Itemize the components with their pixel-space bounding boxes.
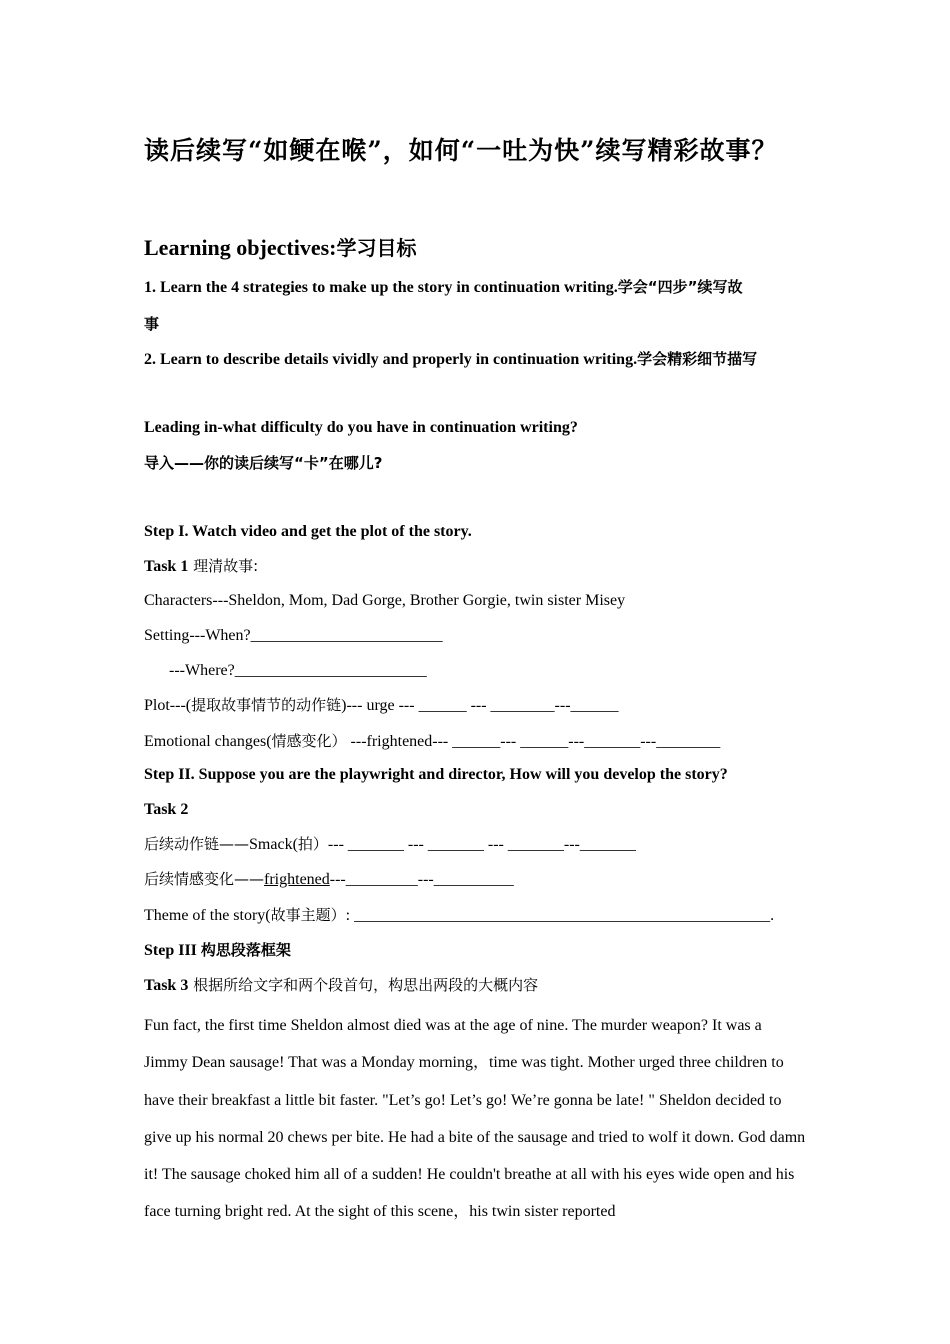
theme-prefix: Theme of the story(	[144, 907, 271, 924]
objective-1-en: 1. Learn the 4 strategies to make up the story in continuation writing.	[144, 279, 618, 296]
setting-where: ---Where?________________________	[169, 662, 427, 679]
emotion-chain-blanks: ---_________---__________	[329, 871, 514, 888]
emotion-chain-line	[144, 869, 514, 890]
setting-when: Setting---When?________________________	[144, 627, 443, 644]
leading-in-cn	[144, 453, 382, 474]
theme-blank: : ____________________________________________________.	[345, 907, 775, 924]
emotion-chain-word: frightened	[264, 871, 330, 888]
objectives-heading-en: Learning objectives:	[144, 235, 337, 260]
page-title: 读后续写“如鲠在喉”，如何“一吐为快”续写精彩故事？	[144, 136, 778, 165]
plot-line	[144, 695, 619, 716]
objectives-heading	[144, 232, 416, 261]
plot-cn: 提取故事情节的动作链	[191, 696, 342, 714]
action-chain-line	[144, 834, 636, 855]
emotional-changes-line	[144, 731, 720, 752]
step1-heading: Step I. Watch video and get the plot of the story.	[144, 523, 472, 540]
emotion-chain-cn: 后续情感变化——	[144, 870, 265, 888]
objective-2-cn: 学会精彩细节描写	[637, 350, 758, 368]
emotion-prefix: Emotional changes(	[144, 733, 272, 750]
action-chain-blanks: --- _______ --- _______ --- _______---_______	[327, 836, 636, 853]
objective-1-cont	[144, 314, 159, 335]
theme-line	[144, 905, 774, 926]
action-chain-cn: 后续动作链——	[144, 835, 250, 853]
step2-heading: Step II. Suppose you are the playwright and director, How will you develop the story?	[144, 766, 728, 783]
task2-label: Task 2	[144, 801, 189, 818]
emotion-cn: 情感变化）	[271, 732, 347, 750]
step3-heading-en: Step III	[144, 942, 201, 959]
task3-label-text: Task 3	[144, 977, 189, 994]
objective-2-en: 2. Learn to describe details vividly and properly in continuation writing.	[144, 351, 638, 368]
story-paragraph: Fun fact, the first time Sheldon almost died was at the age of nine. The murder weapon? It was a Jimmy Dean sausage! That was a Monday morning，time was tight. Mother urged three children to have their breakfast a little bit faster. "Let’s go! Let’s go! We’re gonna be late! " Sheldon decided to give up his normal 20 chews per bite. He had a bite of the sausage and tried to wolf it down. God damn it! The sausage choked him all of a sudden! He couldn't breathe at all with his eyes wide open and his face turning bright red. At the sight of this scene，his twin sister reported	[144, 1017, 806, 1221]
action-chain-cn2: 拍）	[297, 835, 328, 853]
emotion-chain: ---frightened--- ______--- ______---_______---________	[346, 733, 721, 750]
task1-label-text: Task 1	[144, 558, 189, 575]
objective-1-cn-cont: 事	[144, 315, 160, 333]
step3-heading	[144, 940, 291, 961]
theme-cn: 故事主题）	[270, 906, 346, 924]
objectives-heading-cn: 学习目标	[336, 236, 417, 260]
plot-prefix: Plot---(	[144, 697, 192, 714]
leading-in-en: Leading in-what difficulty do you have in continuation writing?	[144, 419, 578, 436]
task3-cn: 根据所给文字和两个段首句，构思出两段的大概内容	[188, 976, 539, 994]
objective-1-cn: 学会“四步”续写故	[617, 278, 743, 296]
plot-chain: )--- urge --- ______ --- ________---______	[341, 697, 619, 714]
action-chain-smack: Smack(	[249, 836, 298, 853]
step3-heading-cn: 构思段落框架	[200, 941, 291, 959]
objective-2	[144, 349, 757, 370]
task1-label	[144, 556, 258, 577]
leading-in-cn-text: 导入——你的读后续写“卡”在哪儿?	[144, 454, 383, 472]
objective-1	[144, 277, 742, 298]
characters-line: Characters---Sheldon, Mom, Dad Gorge, Brother Gorgie, twin sister Misey	[144, 592, 626, 609]
task3-label	[144, 975, 538, 996]
task1-cn: 理清故事:	[188, 557, 259, 575]
